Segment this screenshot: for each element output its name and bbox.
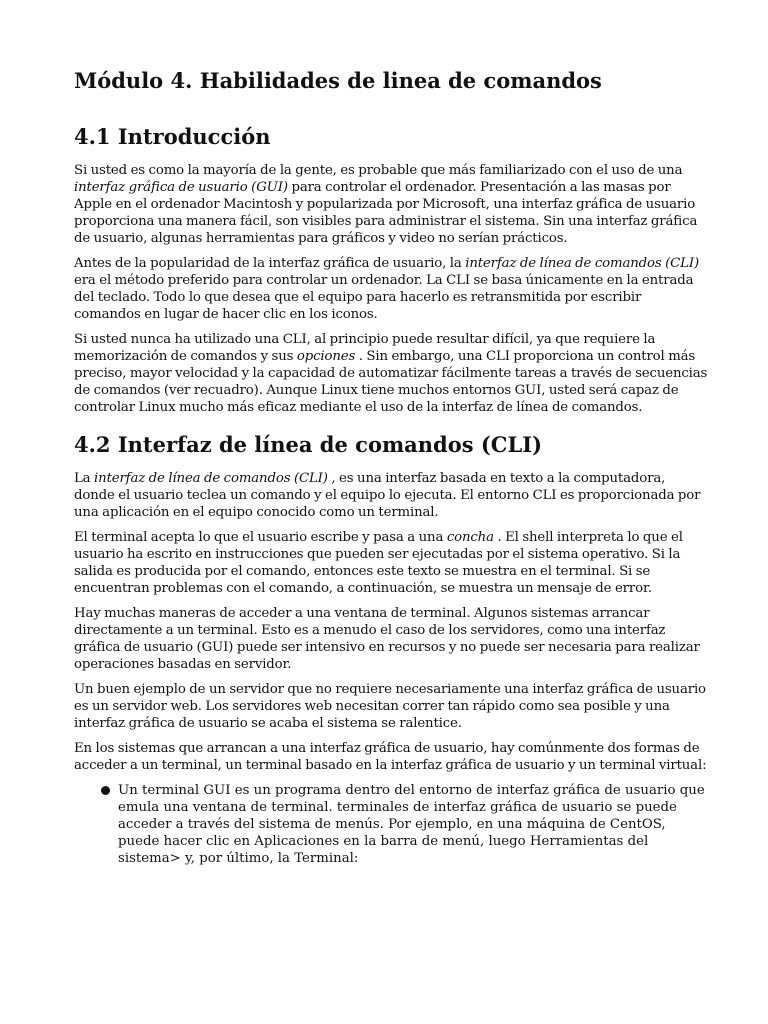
term-gui: interfaz gráfica de usuario (GUI) <box>74 180 288 195</box>
document-title: Módulo 4. Habilidades de linea de comandos <box>74 68 602 93</box>
text-run: , es una interfaz basada en texto a la computadora, donde el usuario teclea un comando y el equipo lo ejecuta. El entorno CLI es proporcionada por una aplicación en el equipo conocido como un terminal. <box>74 471 701 520</box>
cli-paragraph-1 <box>74 470 708 521</box>
intro-paragraph-1 <box>74 162 708 247</box>
text-run: Si usted nunca ha utilizado una CLI, al principio puede resultar difícil, ya que requiere la memorización de comandos y sus <box>74 332 656 364</box>
term-opciones: opciones <box>296 349 356 364</box>
text-run: . Sin embargo, una CLI proporciona un control más preciso, mayor velocidad y la capacidad de automatizar fácilmente tareas a través de secuencias de comandos (ver recuadro). Aunque Linux tiene muchos entornos GUI, usted será capaz de controlar Linux mucho más eficaz mediante el uso de la interfaz de línea de comandos. <box>74 349 708 415</box>
intro-paragraph-3 <box>74 331 708 416</box>
text-run: . El shell interpreta lo que el usuario ha escrito en instrucciones que pueden ser ejecutadas por el sistema operativo. Si la salida es producida por el comando, entonces este texto se muestra en el terminal. Si se encuentran problemas con el comando, a continuación, se muestra un mensaje de error. <box>74 530 683 596</box>
text-run: era el método preferido para controlar un ordenador. La CLI se basa únicamente en la entrada del teclado. Todo lo que desea que el equipo para hacerlo es retransmitida por escribir comandos en lugar de hacer clic en los iconos. <box>74 273 694 322</box>
term-cli: interfaz de línea de comandos (CLI) <box>94 471 328 486</box>
text-run: para controlar el ordenador. Presentación a las masas por Apple en el ordenador Macintosh y popularizada por Microsoft, una interfaz gráfica de usuario proporciona una manera fácil, son visibles para administrar el sistema. Sin una interfaz gráfica de usuario, algunas herramientas para gráficos y video no serían prácticos. <box>74 180 698 246</box>
bullet-list <box>74 782 708 867</box>
term-cli: interfaz de línea de comandos (CLI) <box>465 256 699 271</box>
text-run: Antes de la popularidad de la interfaz gráfica de usuario, la <box>74 256 466 271</box>
list-item <box>118 782 708 867</box>
section-heading-cli: 4.2 Interfaz de línea de comandos (CLI) <box>74 432 543 457</box>
text-run: Si usted es como la mayoría de la gente, es probable que más familiarizado con el uso de una <box>74 163 683 178</box>
list-item-text: Un terminal GUI es un programa dentro del entorno de interfaz gráfica de usuario que emula una ventana de terminal. terminales de interfaz gráfica de usuario se puede acceder a través del sistema de menús. Por ejemplo, en una máquina de CentOS, puede hacer clic en Aplicaciones en la barra de menú, luego Herramientas del sistema> y, por último, la Terminal: <box>118 783 705 866</box>
section-heading-introduccion: 4.1 Introducción <box>74 124 271 149</box>
text-run: La <box>74 471 95 486</box>
intro-paragraph-2 <box>74 255 708 323</box>
cli-paragraph-5: En los sistemas que arrancan a una interfaz gráfica de usuario, hay comúnmente dos formas de acceder a un terminal, un terminal basado en la interfaz gráfica de usuario y un terminal virtual: <box>74 741 707 773</box>
cli-paragraph-3: Hay muchas maneras de acceder a una ventana de terminal. Algunos sistemas arrancar directamente a un terminal. Esto es a menudo el caso de los servidores, como una interfaz gráfica de usuario (GUI) puede ser intensivo en recursos y no puede ser necesaria para realizar operaciones basadas en servidor. <box>74 606 700 672</box>
bullet-icon <box>101 786 110 795</box>
text-run: El terminal acepta lo que el usuario escribe y pasa a una <box>74 530 447 545</box>
cli-paragraph-4: Un buen ejemplo de un servidor que no requiere necesariamente una interfaz gráfica de usuario es un servidor web. Los servidores web necesitan correr tan rápido como sea posible y una interfaz gráfica de usuario se acaba el sistema se ralentice. <box>74 682 706 731</box>
cli-paragraph-2 <box>74 529 708 597</box>
term-concha: concha <box>446 530 494 545</box>
